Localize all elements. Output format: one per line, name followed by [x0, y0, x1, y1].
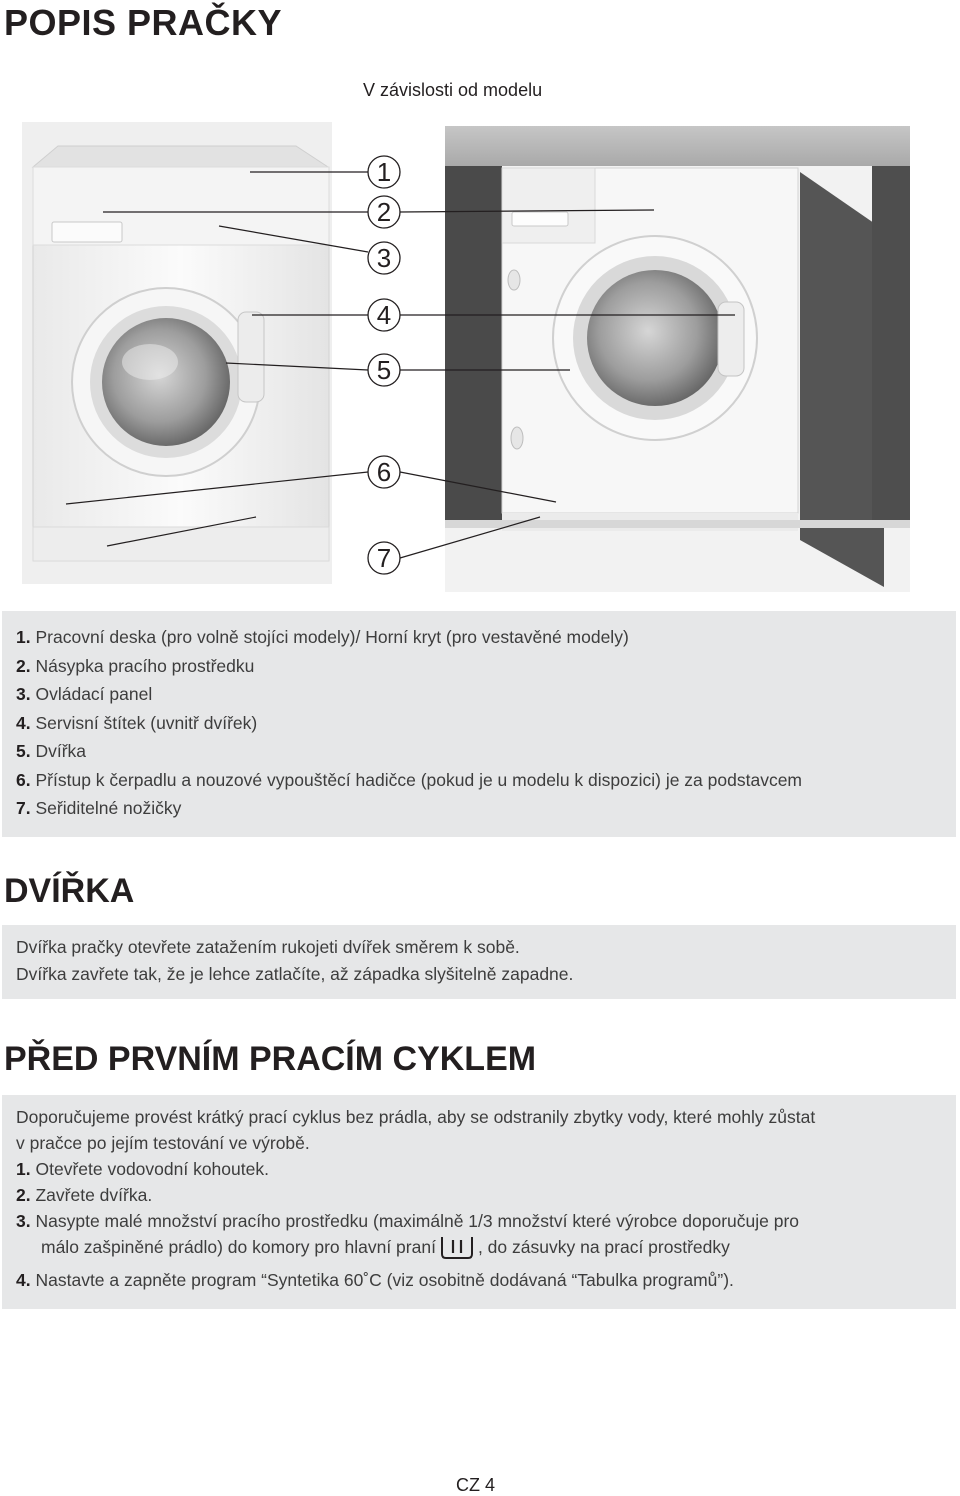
door-line-open: Dvířka pračky otevřete zatažením rukojeti dvířek směrem k sobě.: [16, 937, 520, 957]
list-item: [16, 623, 942, 652]
step-text: , do zásuvky na prací prostředky: [477, 1237, 730, 1257]
freestanding-machine: [22, 122, 332, 584]
list-item-text: Přístup k čerpadlu a nouzové vypouštěcí hadičce (pokud je u modelu k dispozici) je za podstavcem: [35, 769, 803, 790]
list-item-text: Pracovní deska (pro volně stojíci modely)/ Horní kryt (pro vestavěné modely): [35, 627, 629, 647]
callout-6: [368, 456, 400, 488]
list-item: [16, 652, 942, 681]
list-item-number: 4.: [16, 712, 31, 733]
door-line-close: Dvířka zavřete tak, že je lehce zatlačíte, až západka slyšitelně zapadne.: [16, 964, 574, 984]
page-number: CZ 4: [456, 1475, 496, 1495]
list-item-text: Dvířka: [35, 741, 87, 761]
first-cycle-intro-line-1: Doporučujeme provést krátký prací cyklus bez prádla, aby se odstranily zbytky vody, které mohly zůstat: [16, 1107, 816, 1127]
step-number: 3.: [16, 1211, 31, 1231]
step-item-continuation: [16, 1234, 942, 1267]
step-text: málo zašpiněné prádlo) do komory pro hlavní praní: [41, 1237, 436, 1257]
list-item: [16, 709, 942, 738]
list-item: [16, 766, 942, 795]
list-item-text: Násypka pracího prostředku: [35, 655, 255, 676]
callout-1-label: 1: [376, 157, 392, 187]
list-item: [16, 680, 942, 709]
washing-machine-illustration: [0, 122, 960, 597]
step-number: 1.: [16, 1159, 31, 1179]
list-item: [16, 737, 942, 766]
callout-4: [368, 299, 400, 331]
callout-5-label: 5: [376, 355, 392, 385]
step-text: Otevřete vodovodní kohoutek.: [35, 1159, 269, 1179]
step-item: [16, 1267, 942, 1293]
step-item: [16, 1156, 942, 1182]
step-number: 4.: [16, 1270, 31, 1290]
step-item: [16, 1182, 942, 1208]
page-subtitle: V závislosti od modelu: [363, 80, 543, 100]
parts-list: [2, 611, 956, 837]
list-item-number: 1.: [16, 627, 31, 647]
built-in-machine: [445, 126, 910, 592]
callout-2: [368, 196, 400, 228]
list-item-number: 7.: [16, 798, 31, 818]
callout-3: [368, 242, 400, 274]
list-item-number: 5.: [16, 741, 31, 761]
list-item-text: Servisní štítek (uvnitř dvířek): [35, 712, 258, 733]
step-number: 2.: [16, 1185, 31, 1205]
list-item-text: Ovládací panel: [35, 684, 153, 704]
page-title: POPIS PRAČKY: [4, 2, 283, 43]
door-instructions: [2, 925, 956, 999]
first-cycle-instructions: [2, 1095, 956, 1309]
list-item-number: 6.: [16, 769, 31, 790]
callout-3-label: 3: [376, 243, 392, 273]
callout-1: [368, 156, 400, 188]
callout-6-label: 6: [376, 457, 392, 487]
step-item: [16, 1208, 942, 1234]
callout-2-label: 2: [376, 197, 392, 227]
list-item: [16, 794, 942, 823]
first-cycle-intro-line-2: v pračce po jejím testování ve výrobě.: [16, 1133, 310, 1153]
list-item-number: 3.: [16, 684, 31, 704]
step-text: Zavřete dvířka.: [35, 1185, 153, 1205]
first-cycle-section-title: PŘED PRVNÍM PRACÍM CYKLEM: [4, 1040, 537, 1078]
callout-5: [368, 354, 400, 386]
list-item-number: 2.: [16, 655, 31, 676]
door-section-title: DVÍŘKA: [4, 872, 135, 910]
callout-markers: [368, 156, 400, 574]
callout-7: [368, 542, 400, 574]
step-text: Nasypte malé množství pracího prostředku (maximálně 1/3 množství které výrobce doporučuje pro: [35, 1211, 800, 1231]
main-wash-compartment-icon: [438, 1234, 476, 1267]
step-text: Nastavte a zapněte program “Syntetika 60˚C (viz osobitně dodávaná “Tabulka programů”).: [35, 1270, 734, 1290]
callout-7-label: 7: [376, 543, 392, 573]
callout-4-label: 4: [376, 300, 392, 330]
list-item-text: Seřiditelné nožičky: [35, 798, 182, 818]
